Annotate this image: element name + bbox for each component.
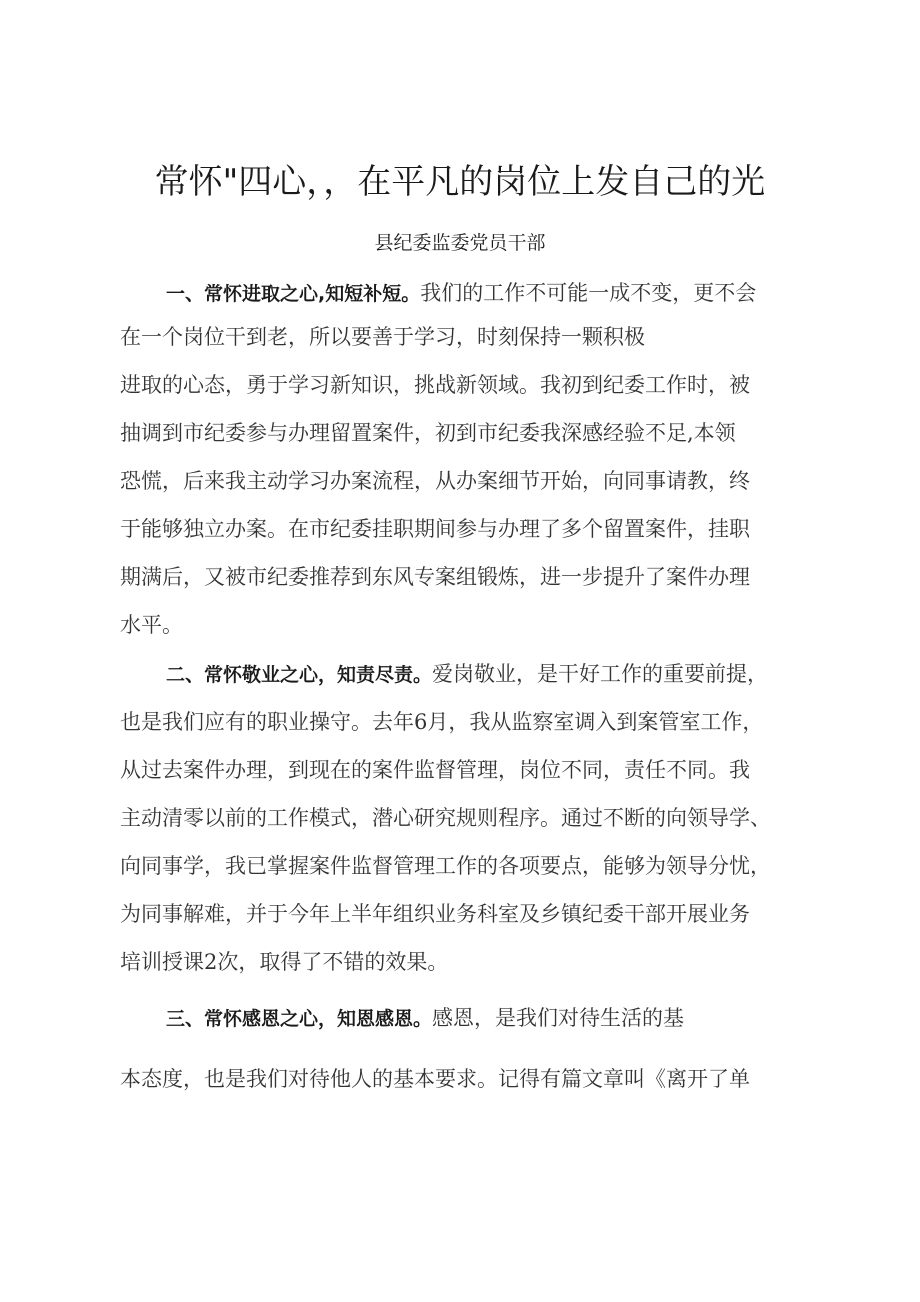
paragraph-line: 为同事解难，并于今年上半年组织业务科室及乡镇纪委干部开展业务 [120, 902, 750, 926]
paragraph-line: 本态度，也是我们对待他人的基本要求。记得有篇文章叫《离开了单 [120, 1067, 750, 1091]
paragraph-line [166, 1002, 684, 1035]
paragraph-line [166, 658, 768, 691]
section-heading: 一、常怀进取之心,知短补短。 [166, 283, 421, 305]
paragraph-line: 于能够独立办案。在市纪委挂职期间参与办理了多个留置案件，挂职 [120, 517, 750, 541]
paragraph-line: 抽调到市纪委参与办理留置案件，初到市纪委我深感经验不足,本领 [120, 421, 736, 445]
paragraph-line: 在一个岗位干到老，所以要善于学习，时刻保持一颗积极 [120, 325, 645, 349]
document-title: 常怀"四心，，在平凡的岗位上发自己的光 [154, 162, 766, 202]
paragraph-text: 感恩，是我们对待生活的基 [432, 1006, 685, 1030]
section-heading: 三、常怀感恩之心，知恩感恩。 [166, 1008, 433, 1030]
paragraph-line: 主动清零以前的工作模式，潜心研究规则程序。通过不断的向领导学、 [120, 806, 771, 830]
paragraph-line: 也是我们应有的职业操守。去年6月，我从监察室调入到案管室工作， [120, 710, 764, 734]
section-heading: 二、常怀敬业之心，知责尽责。 [166, 664, 433, 686]
paragraph-line [166, 277, 756, 310]
paragraph-line: 从过去案件办理，到现在的案件监督管理，岗位不同，责任不同。我 [120, 758, 750, 782]
paragraph-text: 我们的工作不可能一成不变，更不会 [420, 281, 757, 305]
paragraph-line: 期满后，又被市纪委推荐到东风专案组锻炼，进一步提升了案件办理 [120, 565, 750, 589]
document-author: 县纪委监委党员干部 [374, 232, 546, 254]
paragraph-line: 进取的心态，勇于学习新知识，挑战新领域。我初到纪委工作时，被 [120, 373, 750, 397]
paragraph-line: 水平。 [120, 613, 183, 637]
paragraph-text: 爱岗敬业，是干好工作的重要前提， [432, 662, 769, 686]
paragraph-line: 培训授课2次，取得了不错的效果。 [120, 950, 449, 974]
paragraph-line: 向同事学，我已掌握案件监督管理工作的各项要点，能够为领导分忧， [120, 854, 771, 878]
paragraph-line: 恐慌，后来我主动学习办案流程，从办案细节开始，向同事请教，终 [120, 469, 750, 493]
